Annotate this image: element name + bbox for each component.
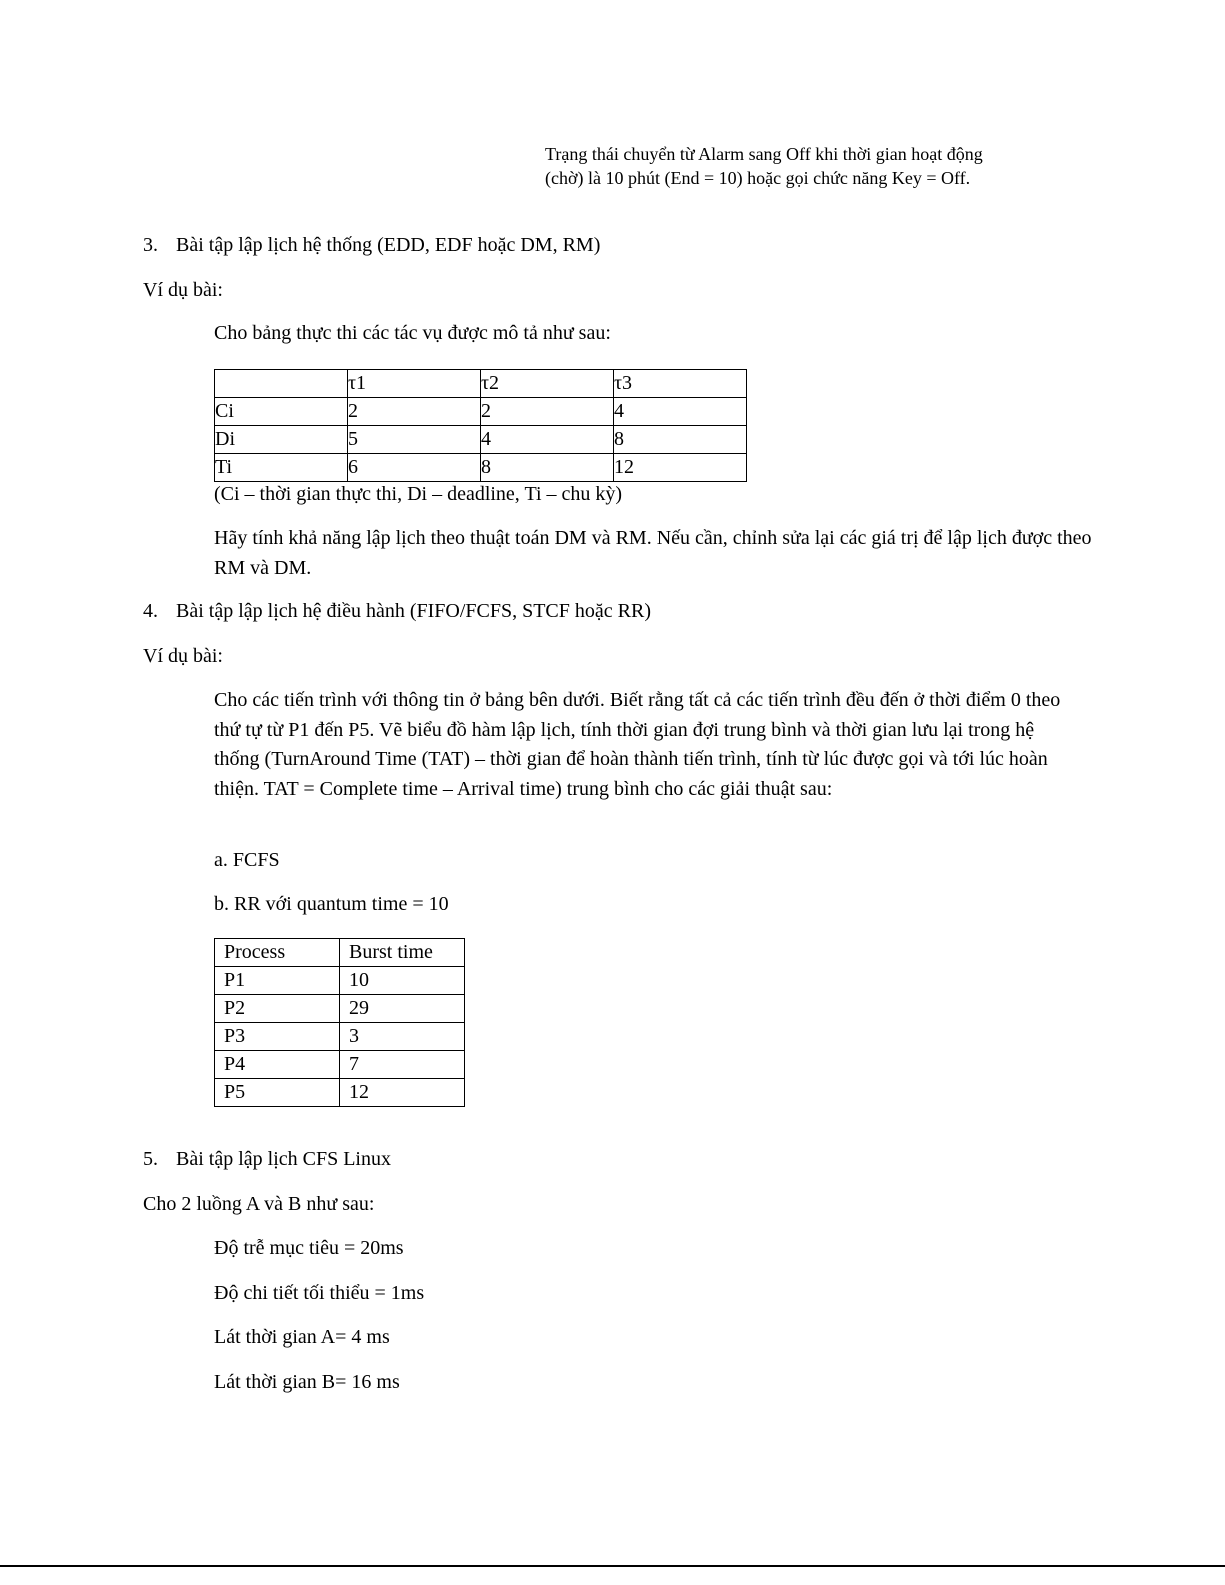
- option-a: a. FCFS: [214, 849, 280, 871]
- table-caption: (Ci – thời gian thực thi, Di – deadline, Ti – chu kỳ): [214, 483, 623, 505]
- intro-text: Cho 2 luồng A và B như sau:: [143, 1193, 375, 1215]
- task-table: τ1 τ2 τ3 Ci 2 2 4 Di 5 4 8 Ti 6 8 12: [214, 369, 747, 482]
- process-table: Process Burst time P1 10 P2 29 P3 3 P4 7 P5 12: [214, 938, 465, 1107]
- section-5-heading: 5. Bài tập lập lịch CFS Linux: [143, 1148, 391, 1170]
- example-label: Ví dụ bài:: [143, 279, 223, 301]
- param-item: Độ chi tiết tối thiểu = 1ms: [214, 1282, 425, 1304]
- task-text: Hãy tính khả năng lập lịch theo thuật toán DM và RM. Nếu cần, chỉnh sửa lại các giá trị để lập lịch được theo RM và DM.: [214, 527, 1092, 579]
- note-line: Trạng thái chuyển từ Alarm sang Off khi thời gian hoạt động: [545, 144, 983, 164]
- example-label: Ví dụ bài:: [143, 645, 223, 667]
- section-3-heading: 3. Bài tập lập lịch hệ thống (EDD, EDF hoặc DM, RM): [143, 234, 601, 256]
- param-item: Lát thời gian B= 16 ms: [214, 1371, 400, 1393]
- note-line: (chờ) là 10 phút (End = 10) hoặc gọi chức năng Key = Off.: [545, 168, 971, 188]
- intro-text: Cho bảng thực thi các tác vụ được mô tả như sau:: [214, 322, 611, 344]
- section-4-heading: 4. Bài tập lập lịch hệ điều hành (FIFO/FCFS, STCF hoặc RR): [143, 600, 651, 622]
- page-divider: [0, 1565, 1225, 1567]
- option-b: b. RR với quantum time = 10: [214, 893, 449, 915]
- state-note: [545, 142, 983, 190]
- param-item: Lát thời gian A= 4 ms: [214, 1326, 390, 1348]
- intro-text: Cho các tiến trình với thông tin ở bảng bên dưới. Biết rằng tất cả các tiến trình đều đến ở thời điểm 0 theo thứ tự từ P1 đến P5. Vẽ biểu đồ hàm lập lịch, tính thời gian đợi trung bình và thời gian lưu lại trong hệ thống (TurnAround Time (TAT) – thời gian để hoàn thành tiến trình, tính từ lúc được gọi và tới lúc hoàn thiện. TAT = Complete time – Arrival time) trung bình cho các giải thuật sau:: [214, 689, 1061, 800]
- param-item: Độ trễ mục tiêu = 20ms: [214, 1237, 404, 1259]
